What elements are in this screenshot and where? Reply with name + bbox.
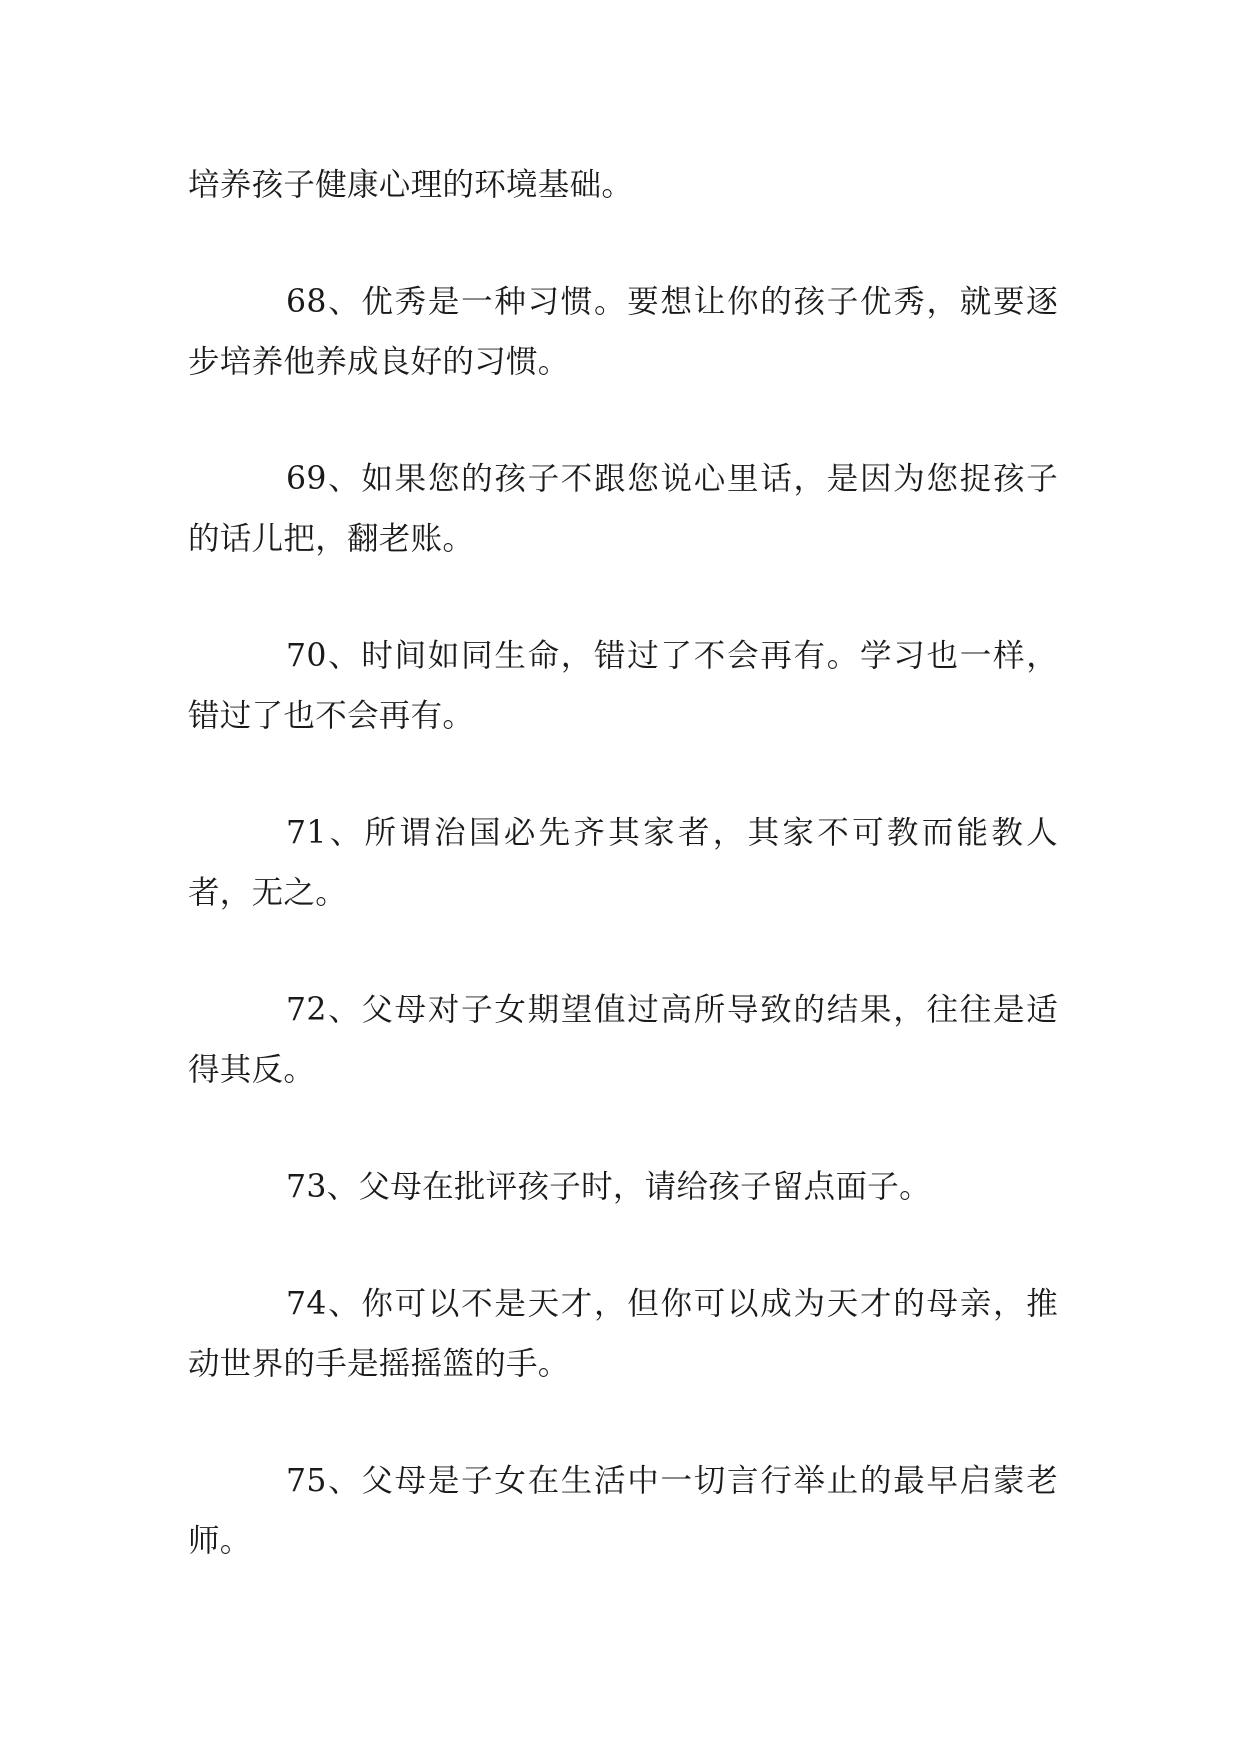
paragraph-continuation: 培养孩子健康心理的环境基础。 [188,167,634,203]
paragraph-70: 70、时间如同生命，错过了不会再有。学习也一样，错过了也不会再有。 [188,638,1058,734]
paragraph-74: 74、你可以不是天才，但你可以成为天才的母亲，推动世界的手是摇摇篮的手。 [188,1286,1058,1382]
paragraph-72: 72、父母对子女期望值过高所导致的结果，往往是适得其反。 [188,992,1058,1088]
paragraph-69: 69、如果您的孩子不跟您说心里话，是因为您捉孩子的话儿把，翻老账。 [188,461,1058,557]
paragraph-73: 73、父母在批评孩子时，请给孩子留点面子。 [286,1169,931,1205]
paragraph-71: 71、所谓治国必先齐其家者，其家不可教而能教人者，无之。 [188,815,1058,911]
paragraph-68: 68、优秀是一种习惯。要想让你的孩子优秀，就要逐步培养他养成良好的习惯。 [188,284,1058,380]
paragraph-75: 75、父母是子女在生活中一切言行举止的最早启蒙老师。 [188,1463,1058,1559]
body-text [188,155,1058,1571]
